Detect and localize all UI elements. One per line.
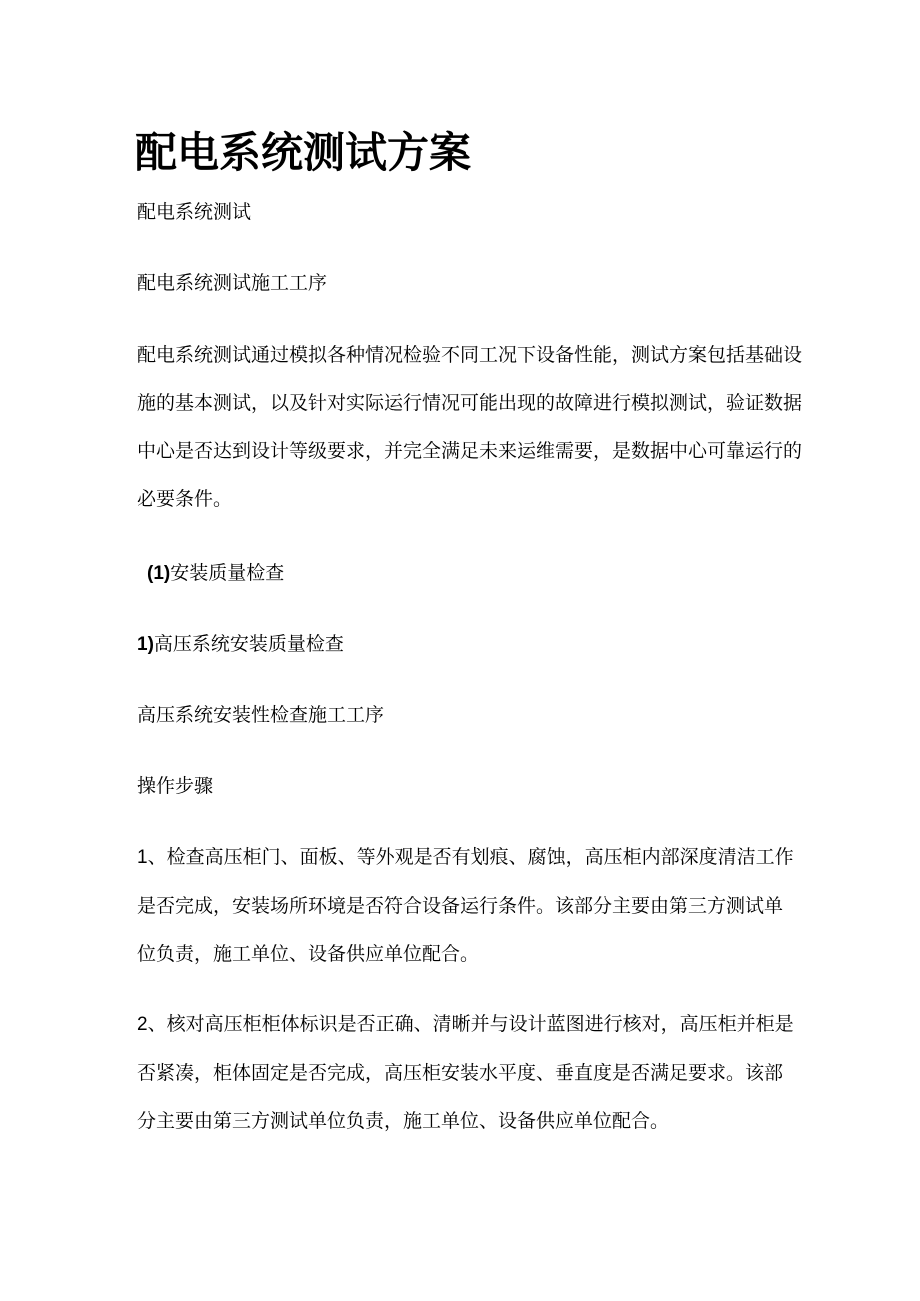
heading-operation-steps: 操作步骤 [137,775,214,797]
step-number: 2 [137,1014,148,1035]
step-number: 1 [137,847,148,868]
step-line: 否紧凑，柜体固定是否完成，高压柜安装水平度、垂直度是否满足要求。该部 [137,1062,784,1084]
step-text: 、核对高压柜柜体标识是否正确、清晰并与设计蓝图进行核对，高压柜并柜是 [147,1013,794,1035]
section-label: 安装质量检查 [170,562,285,584]
section-number: (1) [147,563,171,584]
step-line: 是否完成，安装场所环境是否符合设备运行条件。该部分主要由第三方测试单 [137,895,784,917]
section-install-quality [147,561,284,586]
page-title: 配电系统测试方案 [135,128,472,177]
intro-line: 中心是否达到设计等级要求，并完全满足未来运维需要，是数据中心可靠运行的 [137,440,803,462]
subsection-number: 1) [137,634,154,655]
step-1-paragraph [137,833,794,978]
step-text: 、检查高压柜门、面板、等外观是否有划痕、腐蚀，高压柜内部深度清洁工作 [147,846,794,868]
heading-test-procedure: 配电系统测试施工工序 [137,272,328,294]
intro-line: 施的基本测试，以及针对实际运行情况可能出现的故障进行模拟测试，验证数据 [137,392,803,414]
subsection-label: 高压系统安装质量检查 [153,633,344,655]
heading-hv-procedure: 高压系统安装性检查施工工序 [137,704,385,726]
step-2-paragraph [137,1000,794,1145]
intro-paragraph [137,331,803,523]
step-line: 位负责，施工单位、设备供应单位配合。 [137,943,480,965]
subsection-hv-install-check [137,632,344,657]
step-line: 分主要由第三方测试单位负责，施工单位、设备供应单位配合。 [137,1110,670,1132]
step-line [137,833,794,882]
heading-distribution-test: 配电系统测试 [137,201,252,223]
intro-line: 必要条件。 [137,488,233,510]
intro-line: 配电系统测试通过模拟各种情况检验不同工况下设备性能，测试方案包括基础设 [137,344,803,366]
step-line [137,1000,794,1049]
